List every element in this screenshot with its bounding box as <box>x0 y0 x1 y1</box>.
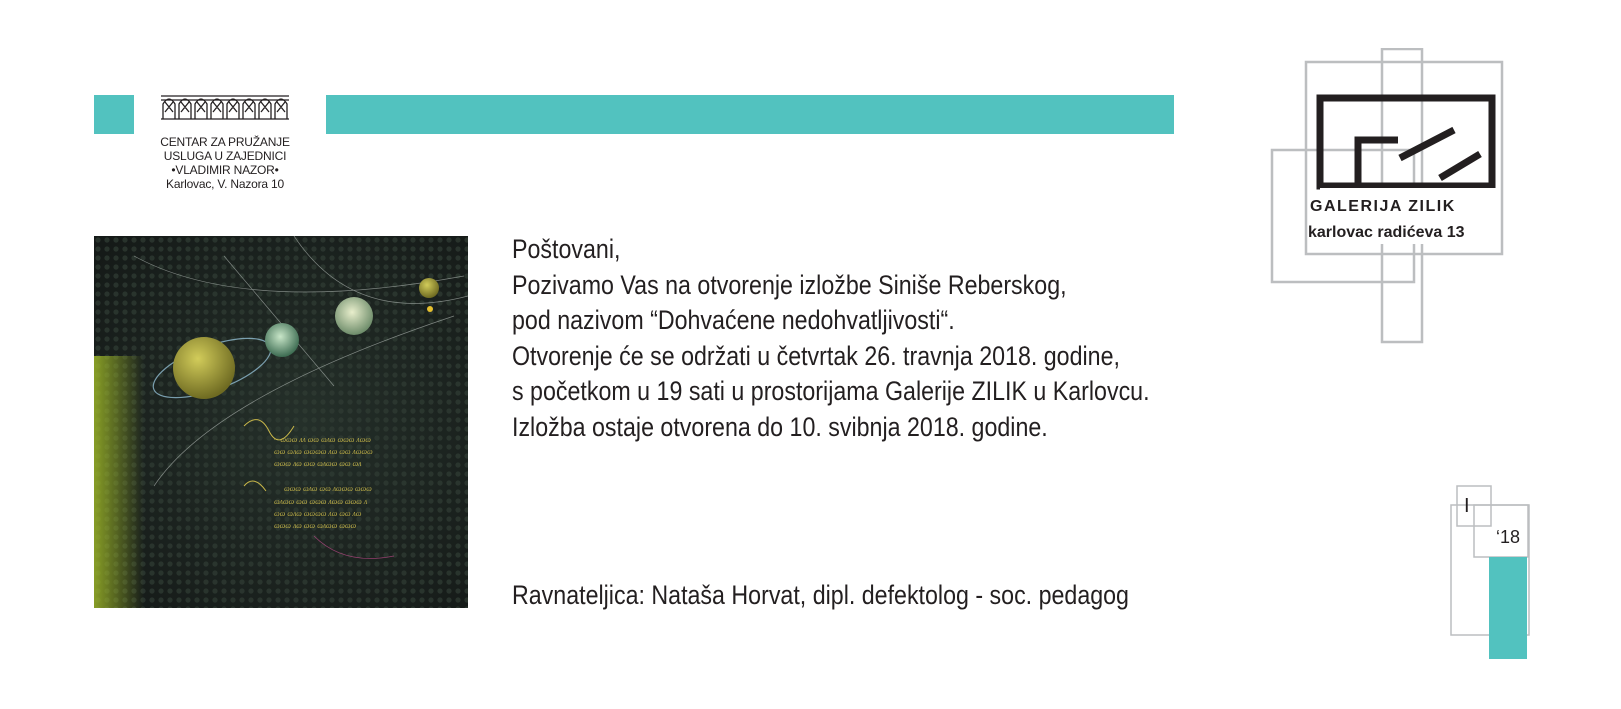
svg-text:ɷɷɷ ɷᴧɷ ɷɷ ᴧɷɷɷ ɷɷɷ: ɷɷɷ ɷᴧɷ ɷɷ ᴧɷɷɷ ɷɷɷ <box>284 484 372 493</box>
year-numeral: I <box>1464 495 1470 517</box>
year-badge <box>1450 485 1530 660</box>
accent-bar-left <box>94 95 134 134</box>
gallery-address: karlovac radićeva 13 <box>1308 224 1465 241</box>
painting-image <box>94 236 468 608</box>
svg-text:~ ɷɷɷ ᴧᴧ ɷɷ ɷᴧɷ ɷɷɷ ᴧɷɷ: ~ ɷɷɷ ᴧᴧ ɷɷ ɷᴧɷ ɷɷɷ ᴧɷɷ <box>274 435 371 444</box>
svg-text:ɷɷ ɷᴧɷ ɷɷɷɷ ᴧɷ ɷɷ ᴧɷɷɷ: ɷɷ ɷᴧɷ ɷɷɷɷ ᴧɷ ɷɷ ᴧɷɷɷ <box>274 447 373 456</box>
letter-line-4: s početkom u 19 sati u prostorijama Galerije ZILIK u Karlovcu. <box>512 376 1150 406</box>
organization-address: Karlovac, V. Nazora 10 <box>166 177 284 191</box>
accent-bar-main <box>326 95 1174 134</box>
svg-text:ɷɷɷ ᴧɷ ɷɷ ɷᴧɷɷ ɷɷ ɷᴧ: ɷɷɷ ᴧɷ ɷɷ ɷᴧɷɷ ɷɷ ɷᴧ <box>274 459 362 468</box>
year-label: ‘18 <box>1496 527 1521 547</box>
organization-logo <box>150 92 300 191</box>
svg-text:ɷᴧɷɷ ɷɷ ɷɷɷ ᴧɷɷ ɷɷɷ ᴧ: ɷᴧɷɷ ɷɷ ɷɷɷ ᴧɷɷ ɷɷɷ ᴧ <box>274 497 368 506</box>
letter-line-3: Otvorenje će se održati u četvrtak 26. travnja 2018. godine, <box>512 340 1120 371</box>
organization-name-line-1: CENTAR ZA PRUŽANJE <box>160 135 290 149</box>
svg-text:ɷɷɷ ᴧɷ ɷɷ ɷᴧɷɷ ɷɷɷ: ɷɷɷ ᴧɷ ɷɷ ɷᴧɷɷ ɷɷɷ <box>274 521 357 530</box>
organization-name-line-3: •VLADIMIR NAZOR• <box>171 163 279 177</box>
letter-line-1: Pozivamo Vas na otvorenje izložbe Siniše Reberskog, <box>512 269 1067 300</box>
invitation-letter <box>512 232 1166 445</box>
letter-line-2: pod nazivom “Dohvaćene nedohvatljivosti“. <box>512 305 955 335</box>
letter-signature: Ravnateljica: Nataša Horvat, dipl. defektolog - soc. pedagog <box>512 580 1129 610</box>
letter-line-5: Izložba ostaje otvorena do 10. svibnja 2018. godine. <box>512 411 1048 442</box>
arcade-emblem-icon <box>159 92 291 120</box>
gallery-name: GALERIJA ZILIK <box>1310 198 1456 215</box>
organization-name-line-2: USLUGA U ZAJEDNICI <box>163 149 287 163</box>
gallery-logo <box>1270 48 1510 348</box>
svg-text:ɷɷ ɷᴧɷ ɷɷɷɷ ᴧɷ ɷɷ ᴧɷ: ɷɷ ɷᴧɷ ɷɷɷɷ ᴧɷ ɷɷ ᴧɷ <box>274 509 362 518</box>
letter-greeting: Poštovani, <box>512 234 621 264</box>
